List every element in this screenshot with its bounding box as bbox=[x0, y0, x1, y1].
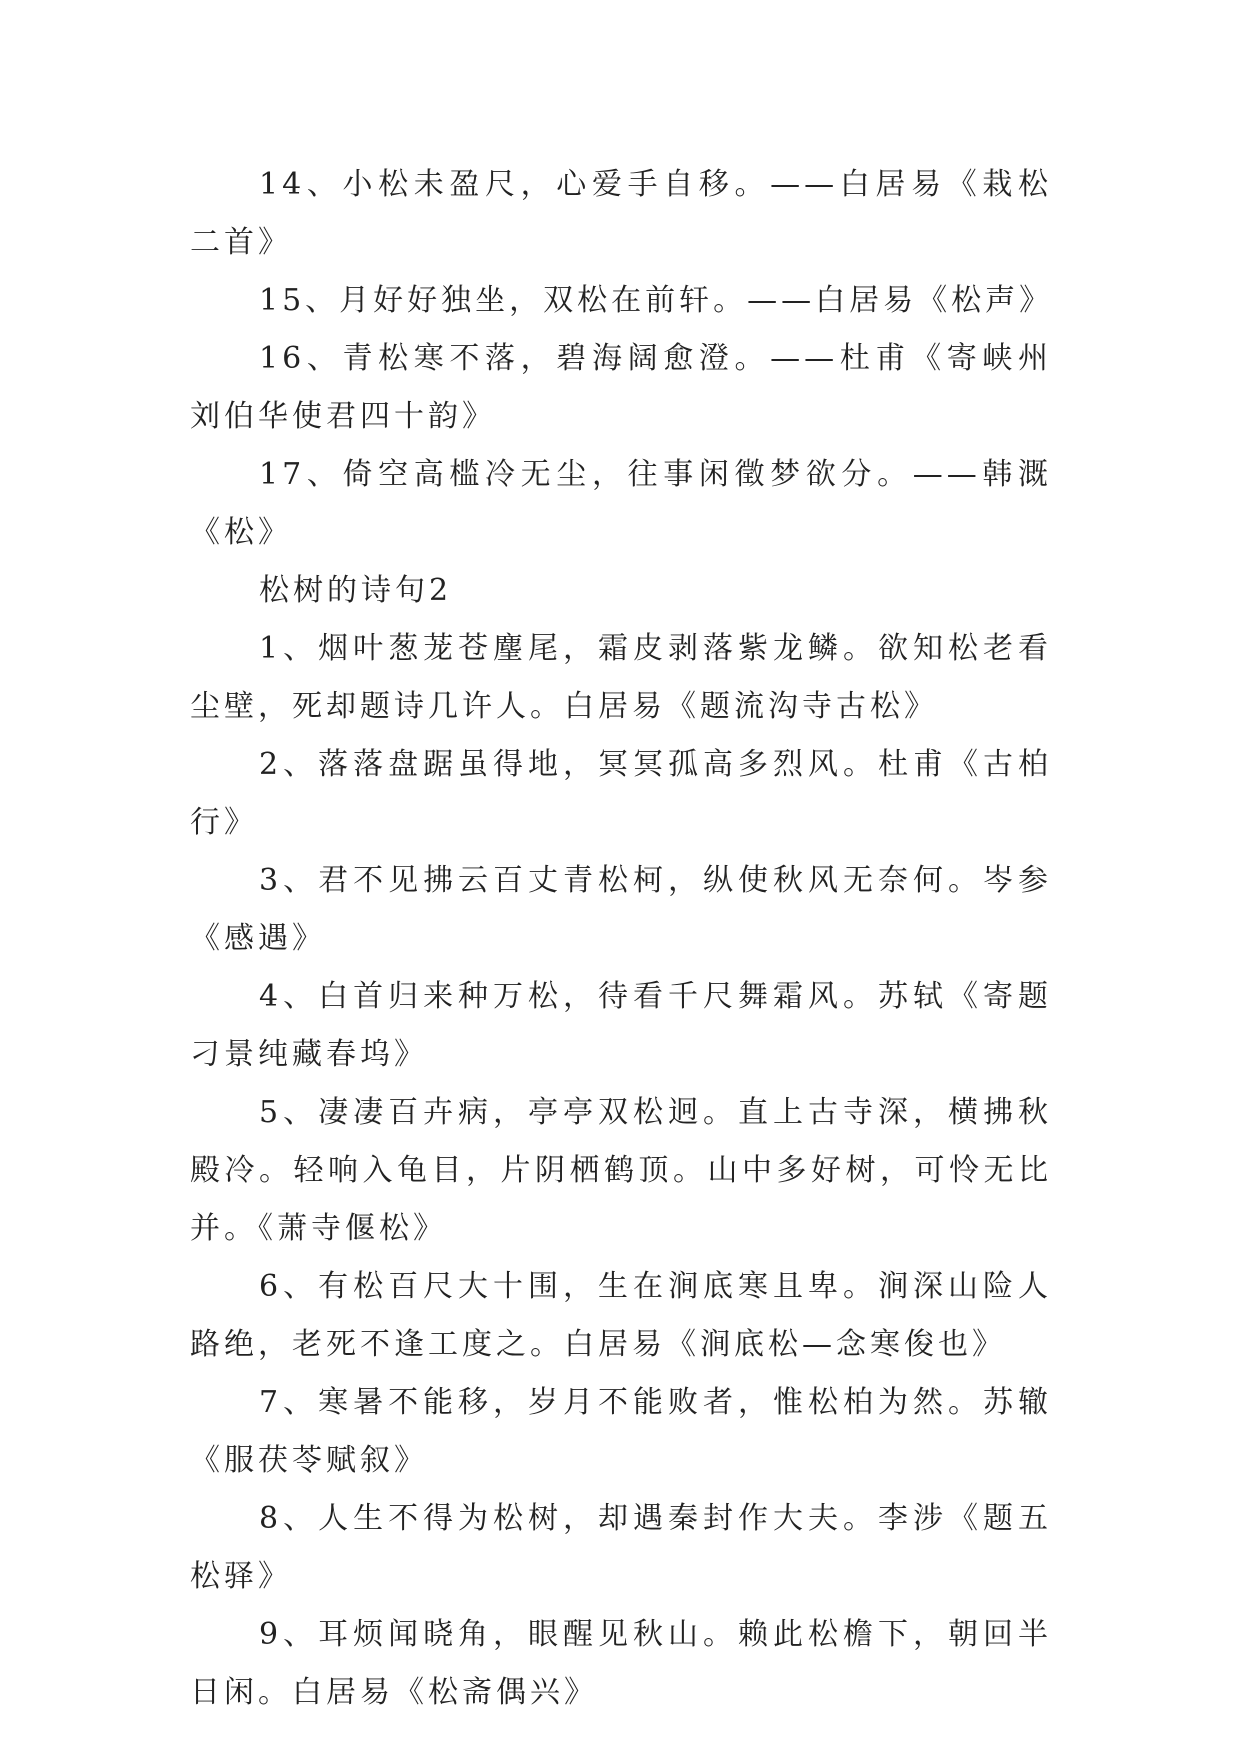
poem-line-17: 17、倚空高槛冷无尘，往事闲徵梦欲分。——韩溉《松》 bbox=[190, 457, 1052, 550]
poem-line-16: 16、青松寒不落，碧海阔愈澄。——杜甫《寄峡州刘伯华使君四十韵》 bbox=[190, 341, 1052, 434]
poem-line-9: 9、耳烦闻晓角，眼醒见秋山。赖此松檐下，朝回半日闲。白居易《松斋偶兴》 bbox=[190, 1617, 1052, 1710]
poem-line-2: 2、落落盘踞虽得地，冥冥孤高多烈风。杜甫《古柏行》 bbox=[190, 747, 1052, 840]
poem-line-1: 1、烟叶葱茏苍麈尾，霜皮剥落紫龙鳞。欲知松老看尘壁，死却题诗几许人。白居易《题流沟寺古松》 bbox=[190, 631, 1052, 724]
poem-line-4: 4、白首归来种万松，待看千尺舞霜风。苏轼《寄题刁景纯藏春坞》 bbox=[190, 979, 1052, 1072]
poem-line-5: 5、凄凄百卉病，亭亭双松迥。直上古寺深，横拂秋殿冷。轻响入龟目，片阴栖鹤顶。山中多好树，可怜无比并。《萧寺偃松》 bbox=[190, 1095, 1052, 1246]
poem-line-15: 15、月好好独坐，双松在前轩。——白居易《松声》 bbox=[259, 283, 1054, 318]
poem-line-6: 6、有松百尺大十围，生在涧底寒且卑。涧深山险人路绝，老死不逢工度之。白居易《涧底松—念寒俊也》 bbox=[190, 1269, 1052, 1362]
document-page bbox=[190, 156, 1052, 1722]
poem-line-14: 14、小松未盈尺，心爱手自移。——白居易《栽松二首》 bbox=[190, 167, 1052, 260]
poem-line-8: 8、人生不得为松树，却遇秦封作大夫。李涉《题五松驿》 bbox=[190, 1501, 1052, 1594]
poem-line-7: 7、寒暑不能移，岁月不能败者，惟松柏为然。苏辙《服茯苓赋叙》 bbox=[190, 1385, 1052, 1478]
section-heading: 松树的诗句2 bbox=[259, 573, 453, 608]
poem-line-3: 3、君不见拂云百丈青松柯，纵使秋风无奈何。岑参《感遇》 bbox=[190, 863, 1052, 956]
